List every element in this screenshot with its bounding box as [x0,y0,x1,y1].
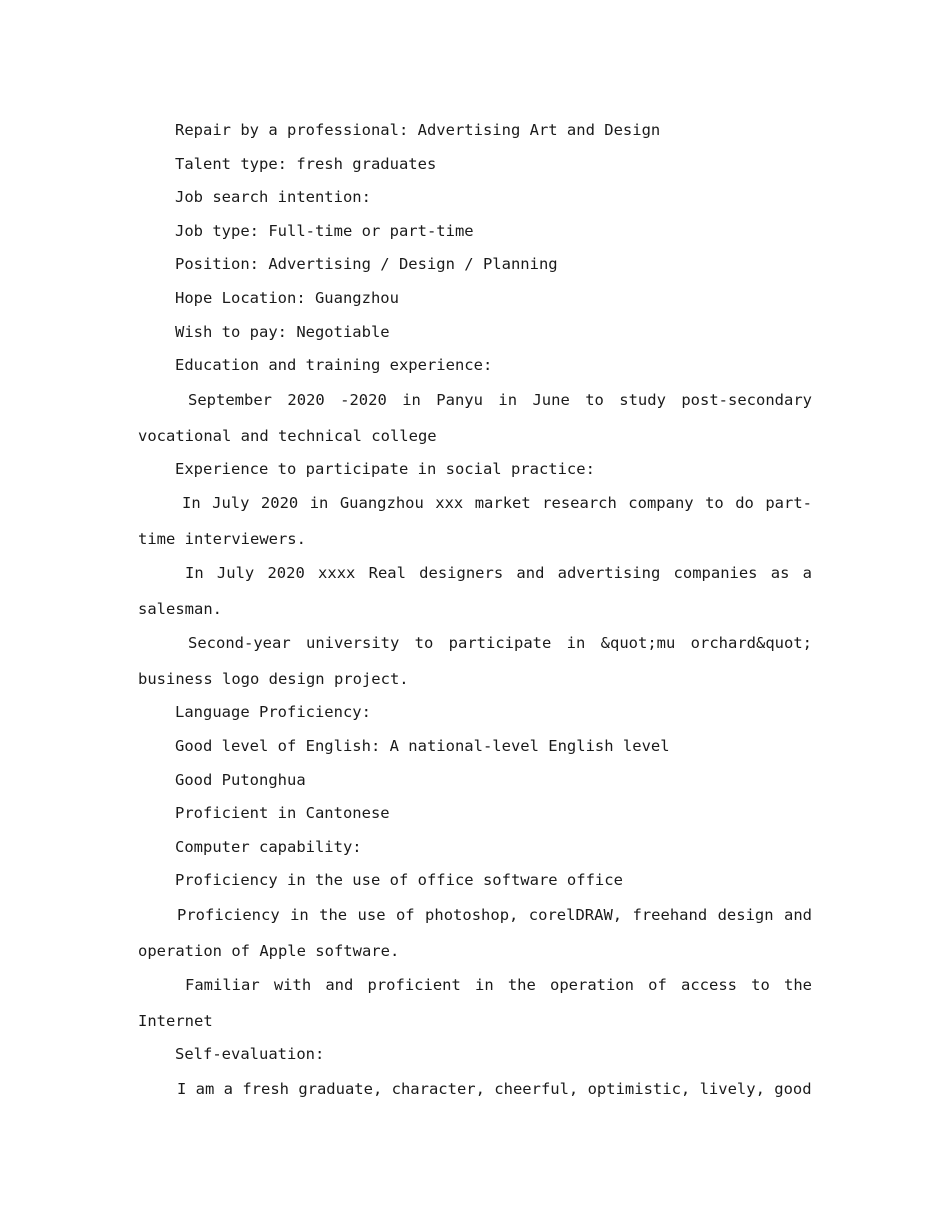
resume-content [138,117,812,1109]
position-line: Position: Advertising / Design / Planning [175,255,558,274]
language-heading: Language Proficiency: [175,703,371,722]
computer-item: Familiar with and proficient in the operation of access to the Internet [138,975,812,1030]
computer-heading: Computer capability: [175,837,362,856]
location-line: Hope Location: Guangzhou [175,288,399,307]
language-item: Good level of English: A national-level English level [175,736,670,755]
job-intention-heading: Job search intention: [175,188,371,207]
social-practice-item: In July 2020 in Guangzhou xxx market research company to do part-time interviewers. [138,494,812,549]
social-practice-item: In July 2020 xxxx Real designers and advertising companies as a salesman. [138,564,812,619]
social-practice-heading: Experience to participate in social practice: [175,459,595,478]
computer-item: Proficiency in the use of office software office [175,871,623,890]
job-type-line: Job type: Full-time or part-time [175,221,474,240]
language-item: Proficient in Cantonese [175,804,390,823]
language-item: Good Putonghua [175,770,306,789]
pay-line: Wish to pay: Negotiable [175,322,390,341]
major-line: Repair by a professional: Advertising Art and Design [175,121,661,139]
computer-item: Proficiency in the use of photoshop, corelDRAW, freehand design and operation of Apple software. [138,905,812,960]
education-paragraph: September 2020 -2020 in Panyu in June to study post-secondary vocational and technical college [138,390,812,445]
talent-type-line: Talent type: fresh graduates [175,154,437,173]
self-evaluation-paragraph: I am a fresh graduate, character, cheerful, optimistic, lively, good [177,1079,812,1098]
self-evaluation-heading: Self-evaluation: [175,1044,325,1063]
education-heading: Education and training experience: [175,356,493,375]
social-practice-item: Second-year university to participate in &quot;mu orchard&quot; business logo design project. [138,634,812,689]
